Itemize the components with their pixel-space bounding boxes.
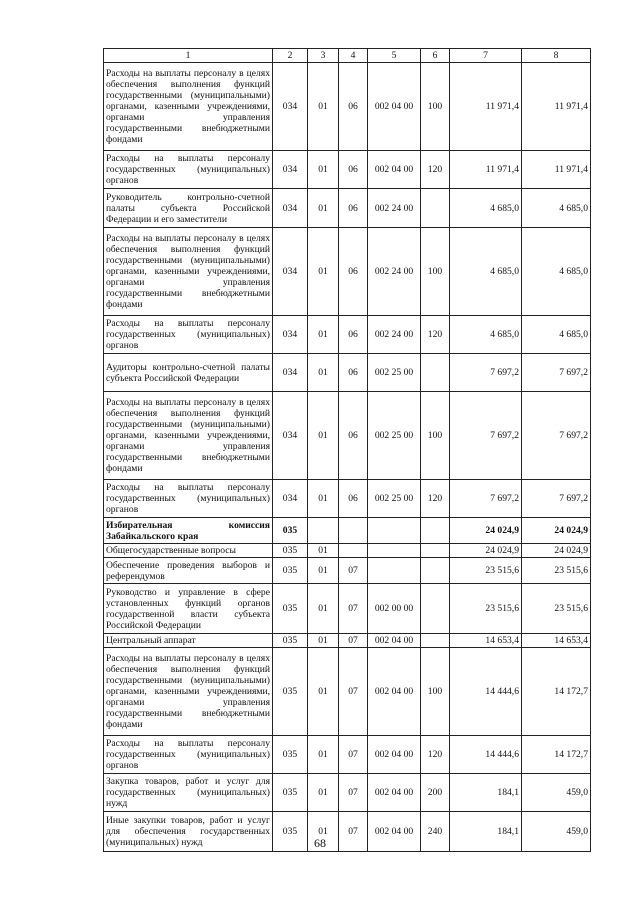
cell-expense-type [421,558,450,584]
cell-target: 002 04 00 [368,63,421,151]
row-name: Расходы на выплаты персоналу государственных (муниципальных) органов [104,480,273,518]
cell-expense-type: 120 [421,480,450,518]
table-row [104,774,591,812]
row-name: Руководитель контрольно-счетной палаты субъекта Российской Федерации и его заместители [104,189,273,228]
cell-amount-2: 7 697,2 [522,354,591,392]
cell-amount-1: 7 697,2 [450,480,522,518]
cell-section: 01 [308,392,339,480]
table-row [104,63,591,151]
cell-amount-1: 11 971,4 [450,63,522,151]
cell-ministry: 034 [273,151,308,189]
cell-target: 002 25 00 [368,480,421,518]
budget-table [103,48,591,852]
table-row [104,558,591,584]
cell-amount-1: 24 024,9 [450,544,522,558]
cell-target [368,544,421,558]
table-row [104,648,591,736]
cell-ministry: 035 [273,736,308,774]
cell-expense-type: 240 [421,812,450,852]
cell-ministry: 034 [273,189,308,228]
cell-target: 002 04 00 [368,812,421,852]
cell-subsection: 06 [339,63,368,151]
cell-ministry: 035 [273,634,308,648]
cell-expense-type [421,518,450,544]
table-row [104,316,591,354]
cell-section: 01 [308,316,339,354]
cell-expense-type: 100 [421,648,450,736]
cell-amount-1: 14 444,6 [450,648,522,736]
cell-section: 01 [308,584,339,634]
row-name: Избирательная комиссия Забайкальского края [104,518,273,544]
cell-amount-1: 4 685,0 [450,316,522,354]
cell-ministry: 034 [273,228,308,316]
cell-subsection [339,518,368,544]
cell-section: 01 [308,480,339,518]
table-row [104,634,591,648]
cell-amount-1: 23 515,6 [450,584,522,634]
cell-amount-1: 23 515,6 [450,558,522,584]
cell-target: 002 04 00 [368,648,421,736]
cell-target [368,558,421,584]
cell-subsection: 06 [339,189,368,228]
row-name: Расходы на выплаты персоналу государственных (муниципальных) органов [104,736,273,774]
cell-subsection: 06 [339,316,368,354]
cell-amount-2: 459,0 [522,812,591,852]
page-number: 68 [314,836,326,850]
cell-expense-type: 120 [421,316,450,354]
cell-expense-type [421,189,450,228]
cell-ministry: 035 [273,774,308,812]
cell-subsection: 06 [339,392,368,480]
cell-amount-2: 7 697,2 [522,480,591,518]
cell-amount-2: 24 024,9 [522,518,591,544]
cell-amount-1: 184,1 [450,812,522,852]
cell-amount-1: 184,1 [450,774,522,812]
cell-expense-type [421,634,450,648]
cell-amount-1: 11 971,4 [450,151,522,189]
cell-amount-1: 24 024,9 [450,518,522,544]
row-name: Закупка товаров, работ и услуг для государственных (муниципальных) нужд [104,774,273,812]
row-name: Расходы на выплаты персоналу государственных (муниципальных) органов [104,316,273,354]
cell-expense-type: 120 [421,151,450,189]
cell-target: 002 00 00 [368,584,421,634]
cell-subsection: 07 [339,558,368,584]
cell-ministry: 034 [273,392,308,480]
cell-target: 002 04 00 [368,774,421,812]
cell-subsection: 07 [339,774,368,812]
table-row [104,480,591,518]
table-row [104,544,591,558]
cell-amount-1: 7 697,2 [450,354,522,392]
table-row [104,354,591,392]
table-row-section [104,518,591,544]
table-row [104,584,591,634]
row-name: Аудиторы контрольно-счетной палаты субъекта Российской Федерации [104,354,273,392]
cell-section: 01 [308,63,339,151]
cell-amount-2: 4 685,0 [522,228,591,316]
cell-amount-2: 4 685,0 [522,189,591,228]
table-row [104,736,591,774]
row-name: Расходы на выплаты персоналу в целях обеспечения выполнения функций государственными (муниципальными) органами, казенными учреждениями, органами управления государственными внебюджетными фондами [104,63,273,151]
cell-expense-type: 100 [421,228,450,316]
cell-section: 01 [308,558,339,584]
cell-subsection: 06 [339,480,368,518]
column-header: 2 [273,49,308,63]
cell-target: 002 24 00 [368,228,421,316]
cell-target: 002 24 00 [368,316,421,354]
cell-section [308,518,339,544]
row-name: Руководство и управление в сфере установленных функций органов государственной власти субъекта Российской Федерации [104,584,273,634]
cell-amount-1: 4 685,0 [450,189,522,228]
cell-subsection: 07 [339,736,368,774]
cell-ministry: 035 [273,812,308,852]
cell-target: 002 25 00 [368,354,421,392]
column-header: 5 [368,49,421,63]
cell-section: 01 [308,544,339,558]
cell-section: 01 [308,812,339,852]
column-header: 3 [308,49,339,63]
cell-expense-type [421,544,450,558]
column-header: 1 [104,49,273,63]
cell-subsection: 07 [339,648,368,736]
cell-section: 01 [308,774,339,812]
row-name: Расходы на выплаты персоналу государственных (муниципальных) органов [104,151,273,189]
cell-amount-2: 14 172,7 [522,648,591,736]
cell-ministry: 035 [273,648,308,736]
cell-ministry: 035 [273,584,308,634]
cell-subsection: 07 [339,584,368,634]
cell-expense-type [421,354,450,392]
cell-amount-2: 7 697,2 [522,392,591,480]
cell-section: 01 [308,634,339,648]
row-name: Общегосударственные вопросы [104,544,273,558]
column-header: 7 [450,49,522,63]
cell-amount-2: 23 515,6 [522,558,591,584]
cell-ministry: 034 [273,354,308,392]
cell-amount-1: 4 685,0 [450,228,522,316]
table-row [104,228,591,316]
cell-target: 002 24 00 [368,189,421,228]
row-name: Расходы на выплаты персоналу в целях обеспечения выполнения функций государственными (муниципальными) органами, казенными учреждениями, органами управления государственными внебюджетными фондами [104,648,273,736]
cell-ministry: 034 [273,63,308,151]
column-header: 8 [522,49,591,63]
cell-subsection: 07 [339,812,368,852]
cell-amount-2: 459,0 [522,774,591,812]
cell-section: 01 [308,736,339,774]
cell-amount-1: 14 444,6 [450,736,522,774]
cell-amount-1: 7 697,2 [450,392,522,480]
cell-amount-2: 23 515,6 [522,584,591,634]
cell-section: 01 [308,151,339,189]
cell-expense-type: 200 [421,774,450,812]
cell-amount-2: 24 024,9 [522,544,591,558]
cell-section: 01 [308,189,339,228]
cell-ministry: 034 [273,316,308,354]
cell-expense-type: 120 [421,736,450,774]
row-name: Центральный аппарат [104,634,273,648]
cell-subsection: 06 [339,354,368,392]
cell-ministry: 035 [273,558,308,584]
table-row [104,189,591,228]
cell-amount-2: 11 971,4 [522,151,591,189]
table-row [104,151,591,189]
cell-subsection [339,544,368,558]
cell-amount-1: 14 653,4 [450,634,522,648]
row-name: Иные закупки товаров, работ и услуг для обеспечения государственных (муниципальных) нужд [104,812,273,852]
table-header-row [104,49,591,63]
cell-expense-type: 100 [421,63,450,151]
row-name: Расходы на выплаты персоналу в целях обеспечения выполнения функций государственными (муниципальными) органами, казенными учреждениями, органами управления государственными внебюджетными фондами [104,228,273,316]
column-header: 4 [339,49,368,63]
cell-subsection: 06 [339,151,368,189]
cell-subsection: 06 [339,228,368,316]
cell-amount-2: 11 971,4 [522,63,591,151]
cell-target: 002 04 00 [368,634,421,648]
cell-target: 002 04 00 [368,151,421,189]
cell-subsection: 07 [339,634,368,648]
cell-section: 01 [308,648,339,736]
row-name: Обеспечение проведения выборов и референдумов [104,558,273,584]
cell-ministry: 035 [273,544,308,558]
cell-target: 002 04 00 [368,736,421,774]
cell-amount-2: 4 685,0 [522,316,591,354]
row-name: Расходы на выплаты персоналу в целях обеспечения выполнения функций государственными (муниципальными) органами, казенными учреждениями, органами управления государственными внебюджетными фондами [104,392,273,480]
cell-expense-type [421,584,450,634]
cell-section: 01 [308,354,339,392]
cell-expense-type: 100 [421,392,450,480]
cell-section: 01 [308,228,339,316]
cell-target [368,518,421,544]
cell-amount-2: 14 172,7 [522,736,591,774]
cell-ministry: 035 [273,518,308,544]
cell-ministry: 034 [273,480,308,518]
cell-target: 002 25 00 [368,392,421,480]
table-row [104,392,591,480]
column-header: 6 [421,49,450,63]
cell-amount-2: 14 653,4 [522,634,591,648]
